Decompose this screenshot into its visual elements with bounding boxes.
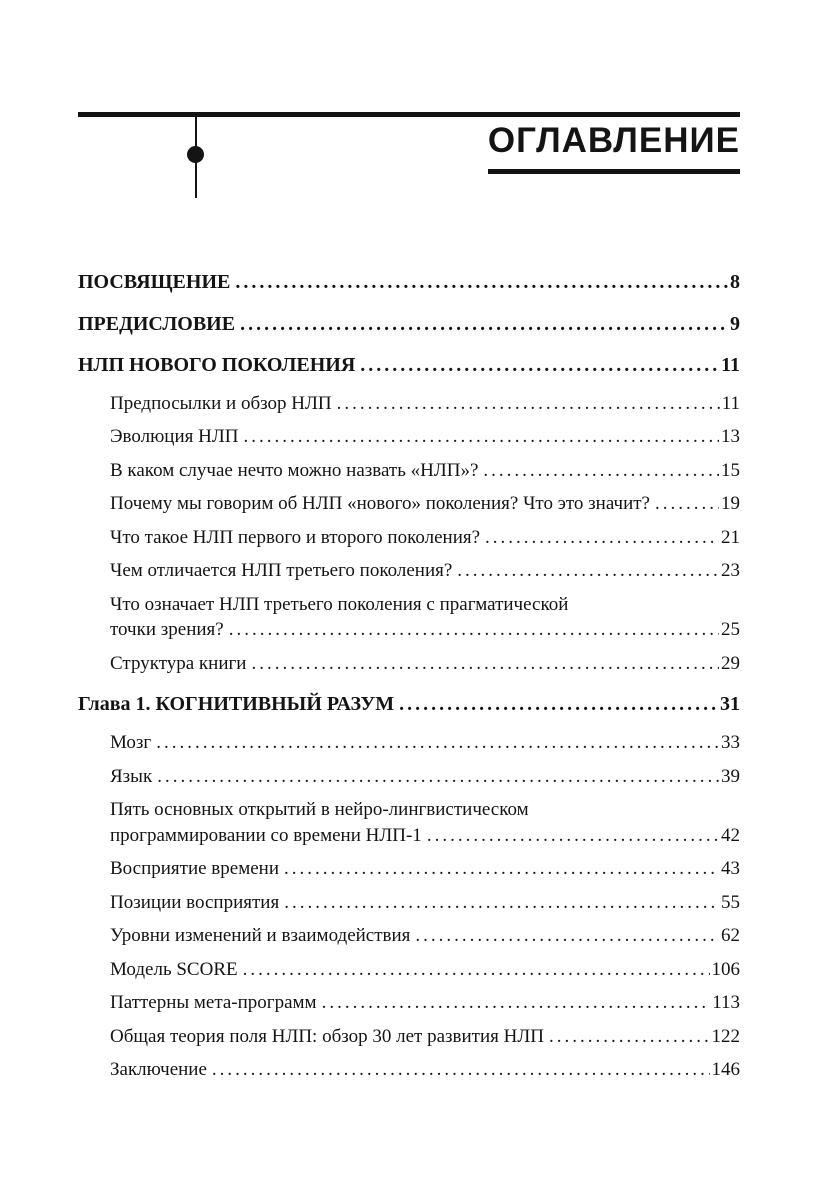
toc-entry-page: 9 [730,312,740,335]
toc-entry [78,767,740,788]
toc-entry [78,561,740,582]
toc-entry-label: ПОСВЯЩЕНИЕ [78,271,231,293]
toc-leader-dots [485,528,719,549]
toc-leader-dots [360,355,719,377]
toc-entry [78,314,740,336]
toc-leader-dots [229,620,719,641]
toc-entry [78,654,740,675]
toc-entry-page: 11 [721,392,740,414]
toc-entry-label: Чем отличается НЛП третьего поколения? [110,560,453,582]
toc-entry-label: Эволюция НЛП [110,426,239,448]
toc-leader-dots [337,394,720,415]
toc-entry [78,926,740,947]
toc-entry-row [78,272,740,294]
toc-leader-dots [156,733,719,754]
toc-entry-label: Паттерны мета-программ [110,992,317,1014]
toc-entry-label: программировании со времени НЛП-1 [110,824,422,846]
toc-entry-row [78,694,740,716]
toc-entry-label: Язык [110,765,153,787]
toc-leader-dots [235,272,728,294]
toc-entry-page: 42 [721,824,740,846]
toc-leader-dots [240,314,728,336]
toc-leader-dots [284,859,719,880]
header-top-rule [78,112,740,117]
toc-entry-row [110,620,740,641]
toc-entry-row [110,427,740,448]
toc-entry-row [110,394,740,415]
toc-entry-page: 122 [711,1025,740,1047]
toc-entry-row [110,926,740,947]
toc-entry-row [110,960,740,981]
toc-entry [78,859,740,880]
toc-entry-row [110,733,740,754]
toc-entry-page: 15 [721,459,740,481]
toc-entry-page: 25 [721,619,740,641]
toc-entry-label: Почему мы говорим об НЛП «нового» поколения? Что это значит? [110,493,650,515]
toc-leader-dots [243,427,719,448]
toc-entry-page: 21 [721,526,740,548]
toc-leader-dots [243,960,710,981]
toc-leader-dots [457,561,719,582]
toc-entry-page: 31 [720,693,740,716]
toc-entry-page: 43 [721,858,740,880]
toc-entry-row [110,767,740,788]
toc-entry [78,427,740,448]
toc-entry [78,394,740,415]
toc-entry [78,528,740,549]
toc-entry-row [78,314,740,336]
toc-entry-page: 62 [721,925,740,947]
toc-entry-page: 33 [721,732,740,754]
toc-entry-row [110,1060,740,1081]
toc-entry-first-line: Что означает НЛП третьего поколения с прагматической [110,593,569,615]
toc-entry-page: 23 [721,560,740,582]
toc-entry-label: Восприятие времени [110,858,280,880]
toc-leader-dots [655,494,719,515]
page-header [0,0,817,250]
toc-entry-row [110,528,740,549]
toc-entry [78,993,740,1014]
toc-entry [78,733,740,754]
toc-leader-dots [157,767,719,788]
toc-leader-dots [483,461,719,482]
toc-entry-label: Позиции восприятия [110,891,280,913]
toc-entry-label: НЛП НОВОГО ПОКОЛЕНИЯ [78,354,356,377]
toc-entry-label: В каком случае нечто можно назвать «НЛП»? [110,459,479,481]
toc-leader-dots [212,1060,710,1081]
toc-entry-page: 39 [721,765,740,787]
toc-leader-dots [399,694,718,716]
toc-leader-dots [415,926,719,947]
toc-entry-row [110,494,740,515]
toc-entry-page: 19 [721,493,740,515]
toc-entry-row [110,461,740,482]
toc-entry-page: 8 [730,271,740,293]
toc-leader-dots [284,893,719,914]
toc-entry-label: Структура книги [110,652,247,674]
toc-entry [78,595,740,641]
toc-entry-label: Что такое НЛП первого и второго поколения? [110,526,481,548]
toc-entry [78,461,740,482]
toc-leader-dots [427,826,719,847]
toc-entry-page: 113 [712,992,740,1014]
toc-entry-page: 13 [721,426,740,448]
toc-entry [78,893,740,914]
header-dot-ornament [187,146,204,163]
toc-entry-label: Общая теория поля НЛП: обзор 30 лет развития НЛП [110,1025,544,1047]
toc-entry-page: 55 [721,891,740,913]
toc-entry-label: Модель SCORE [110,958,238,980]
toc-entry-label: Предпосылки и обзор НЛП [110,392,332,414]
toc-entry-page: 29 [721,652,740,674]
toc-entry [78,694,740,716]
toc-entry-first-line: Пять основных открытий в нейро-лингвистическом [110,799,529,821]
toc-entry [78,1027,740,1048]
toc-entry-label: Мозг [110,732,152,754]
toc-entry-row [78,355,740,377]
toc-entry [78,355,740,377]
toc-entry-row [110,561,740,582]
toc-entry-page: 11 [721,354,740,377]
toc-entry-label: Глава 1. КОГНИТИВНЫЙ РАЗУМ [78,693,395,716]
toc-entry-row [110,859,740,880]
toc-leader-dots [251,654,719,675]
toc-entry-label: точки зрения? [110,619,224,641]
toc-entry [78,960,740,981]
toc-entry [78,272,740,294]
toc-entry-row [110,1027,740,1048]
toc-entry-label: Заключение [110,1059,207,1081]
toc-entry-page: 106 [711,958,740,980]
toc-entry-row [110,893,740,914]
toc-entry-row [110,654,740,675]
toc-entry-label: Уровни изменений и взаимодействия [110,925,411,947]
toc-entry-row [110,826,740,847]
toc-entry [78,1060,740,1081]
toc-entry-label: ПРЕДИСЛОВИЕ [78,312,236,335]
toc-entry-page: 146 [711,1059,740,1081]
toc-entry-row [110,993,740,1014]
toc-entry [78,494,740,515]
page-title: ОГЛАВЛЕНИЕ [488,120,740,174]
toc-leader-dots [549,1027,710,1048]
toc-leader-dots [322,993,711,1014]
toc-entry [78,800,740,846]
